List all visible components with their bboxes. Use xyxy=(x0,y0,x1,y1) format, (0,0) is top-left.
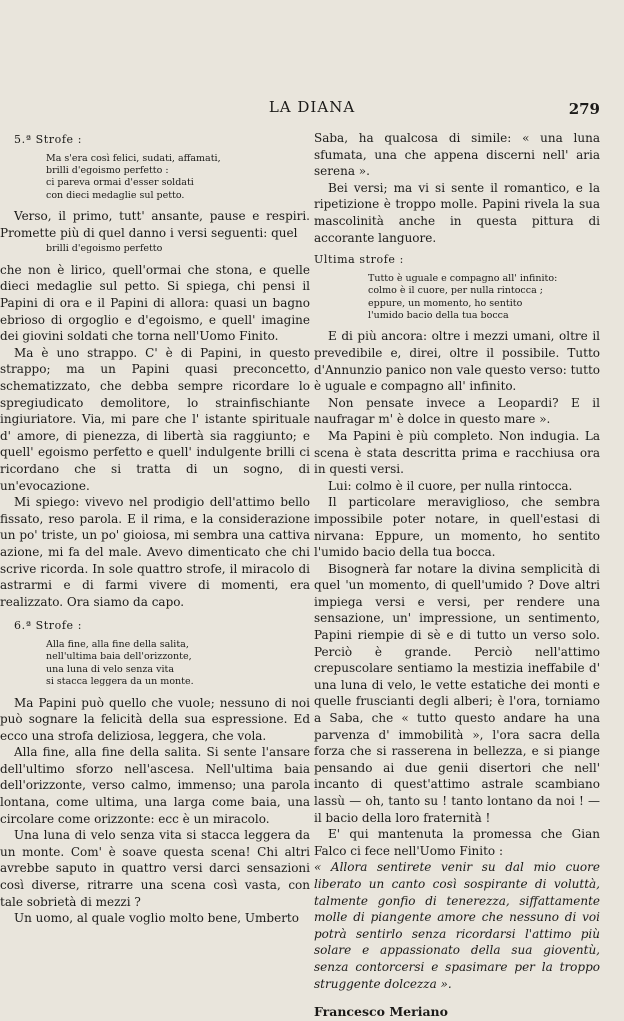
paragraph: E di più ancora: oltre i mezzi umani, oltre il prevedibile e, direi, oltre il possibile. Tutto d'Annunzio panico non vale questo verso: tutto è uguale e compagno all' infinito. xyxy=(314,329,600,394)
paragraph: Saba, ha qualcosa di simile: « una luna sfumata, una che appena discerni nell' aria serena ». xyxy=(314,131,600,179)
paragraph: Una luna di velo senza vita si stacca leggera da un monte. Com' è soave questa scena! Chi altri avrebbe saputo in quattro versi darci sensazioni così diverse, ritrarre una scena così vasta, con tale sobrietà di mezzi ? xyxy=(0,828,310,909)
section-heading: 5.ª Strofe : xyxy=(14,133,83,146)
paragraph: Il particolare meraviglioso, che sembra impossibile poter notare, in quell'estasi di nirvana: Eppure, un momento, ho sentito l'umido bacio della tua bocca. xyxy=(314,495,600,560)
verse-line: eppure, un momento, ho sentito xyxy=(368,297,523,309)
paragraph: Ma è uno strappo. C' è di Papini, in questo strappo; ma un Papini quasi preconcetto, schematizzato, che debba sempre ricordare lo spregiudicato demolitore, lo strainfischiante ingiuriatore. Via, mi pare che l' istante spirituale d' amore, di pienezza, di libertà sia raggiunto; e quell' egoismo perfetto e quell' indulgente brilli ci ricordano che si tratta di un sogno, di un'evocazione. xyxy=(0,345,310,493)
section-heading: Ultima strofe : xyxy=(314,253,404,267)
paragraph: Verso, il primo, tutt' ansante, pause e respiri. Promette più di quel danno i versi seguenti: quel xyxy=(0,209,310,240)
paragraph: Non pensate invece a Leopardi? E il naufragar m' è dolce in questo mare ». xyxy=(314,395,600,427)
paragraph: Bisognerà far notare la divina semplicità di quel 'un momento, di quell'umido ? Dove altri impiega versi e versi, per rendere una sensazione, un' impressione, un sentimento, Papini riempie di sè e di tutto un verso solo. Perciò è grande. Perciò nell'attimo crepuscolare sentiamo la mestizia ineffabile d' una luna di velo, le vette estatiche dei monti e quelle fruscianti degli alberi; è l'ora, torniamo a Saba, che « tutto questo andare ha una parvenza d' immobilità », l'ora sacra della forza che si rasserena in bellezza, e si piange pensando ai due genii disertori che nell' incanto di quest'attimo astrale scambiano lassù — oh, tanto su ! tanto lontano da noi ! — il bacio della loro fraternità ! xyxy=(314,561,600,825)
paragraph: che non è lirico, quell'ormai che stona, e quelle dieci medaglie sul petto. Si spiega, chi pensi il Papini di ora e il Papini di allora: quasi un bagno ebrioso di orgoglio e d'egoismo, e quell' imagine dei giovini soldati che torna nell'Uomo Finito. xyxy=(0,262,310,344)
verse-quote xyxy=(0,153,310,203)
verse-line: ci pareva ormai d'esser soldati xyxy=(46,177,194,189)
page-number: 279 xyxy=(568,100,600,118)
paragraph: Bei versi; ma vi si sente il romantico, e la ripetizione è troppo molle. Papini rivela la sua mascolinità anche in questa pittura di accorante languore. xyxy=(314,180,600,245)
verse-line: brilli d'egoismo perfetto xyxy=(46,243,163,255)
verse-quote xyxy=(0,639,310,689)
author-signature: Francesco Meriano xyxy=(314,1004,448,1020)
paragraph: E' qui mantenuta la promessa che Gian Falco ci fece nell'Uomo Finito : xyxy=(314,827,600,858)
verse-line: una luna di velo senza vita xyxy=(46,663,174,675)
paragraph: Alla fine, alla fine della salita. Si sente l'ansare dell'ultimo sforzo nell'ascesa. Nell'ultima baia dell'orizzonte, verso calmo, immenso; una parola lontana, come ultima, una larga come baia, una circolare come orizzonte: ecc è un miracolo. xyxy=(0,745,310,826)
left-column xyxy=(0,130,310,927)
section-heading: 6.ª Strofe : xyxy=(14,619,83,633)
closing-quotation: « Allora sentirete venir su dal mio cuore liberato un canto così sospirante di voluttà, talmente gonfio di tenerezza, siffattamente molle di piangente amore che nessuno di voi potrà sentirlo senza ricordarsi l'attimo più solare e appassionato della sua gioventù, senza contorcersi e spasimare per la troppo struggente dolcezza ». xyxy=(314,860,600,991)
verse-line: nell'ultima baia dell'orizzonte, xyxy=(46,651,192,663)
paragraph: Ma Papini può quello che vuole; nessuno di noi può sognare la felicità della sua espressione. Ed ecco una strofa deliziosa, leggera, che vola. xyxy=(0,695,310,743)
verse-line: si stacca leggera da un monte. xyxy=(46,676,194,688)
verse-line: Alla fine, alla fine della salita, xyxy=(46,638,189,650)
right-column xyxy=(314,130,600,1021)
verse-line: l'umido bacio della tua bocca xyxy=(368,309,509,321)
verse-line: Ma s'era così felici, sudati, affamati, xyxy=(46,152,221,164)
verse-line: Tutto è uguale e compagno all' infinito: xyxy=(368,272,558,284)
verse-line: con dieci medaglie sul petto. xyxy=(46,189,185,201)
verse-line: colmo è il cuore, per nulla rintocca ; xyxy=(368,285,543,297)
verse-line: brilli d'egoismo perfetto : xyxy=(46,165,169,176)
running-header-title: LA DIANA xyxy=(268,98,356,116)
verse-quote xyxy=(314,273,600,323)
paragraph: Un uomo, al quale voglio molto bene, Umberto xyxy=(14,911,299,926)
verse-quote xyxy=(0,243,310,255)
paragraph: Mi spiego: vivevo nel prodigio dell'attimo bello fissato, reso parola. E il rima, e la considerazione un po' triste, un po' gioiosa, mi sembra una cattiva azione, mi fa del male. Avevo dimenticato che chi scrive ricorda. In sole quattro strofe, il miracolo di astrarmi e di farmi vivere di momenti, era realizzato. Ora siamo da capo. xyxy=(0,495,310,609)
paragraph: Lui: colmo è il cuore, per nulla rintocca. xyxy=(328,478,573,493)
paragraph: Ma Papini è più completo. Non indugia. La scena è stata descritta prima e racchiusa ora in questi versi. xyxy=(314,428,600,477)
